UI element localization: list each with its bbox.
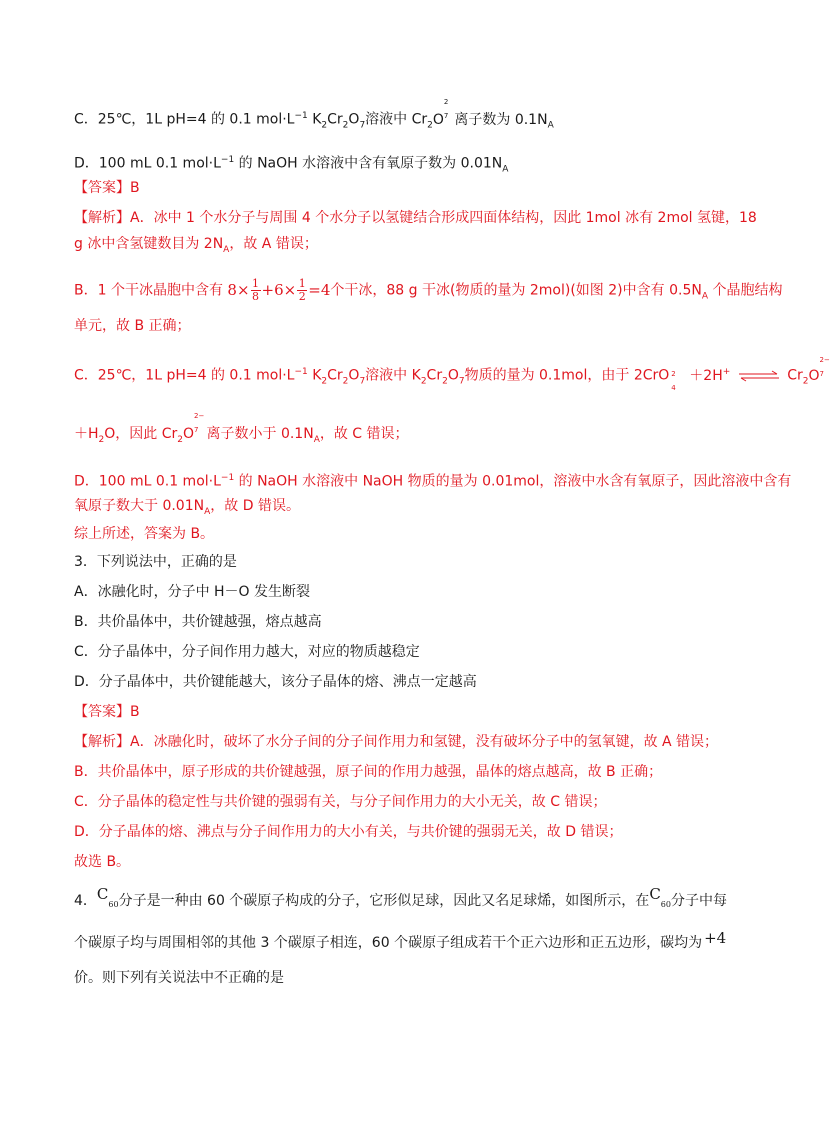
q2-option-c: C．25℃，1L pH=4 的 0.1 $mol\cdot L^{-1}$ $K_2Cr_2O_7$溶液中 $Cr_2O$ 2 7 离子数为 $0.1N_A$ [74, 97, 554, 131]
q2-exp-c-line2: $+H_2O$，因此 $Cr_2O$ 2− 7 离子数小于 $0.1N_A$，故 C 错误； [74, 412, 409, 445]
equilibrium-arrow-icon [739, 371, 779, 381]
q3-conclusion: 故选 B。 [74, 854, 131, 870]
q2-exp-d-line2: 氧原子数大于 $0.01N_A$，故 D 错误。 [74, 498, 300, 517]
q4-line3: 价。则下列有关说法中不正确的是 [74, 970, 284, 986]
q2-exp-a-line2: g 冰中含氢键数目为 $2N_A$，故 A 错误； [74, 236, 318, 255]
q2-exp-a-line1: 【解析】A．冰中 1 个水分子与周围 4 个水分子以氢键结合形成四面体结构，因此 1mol 冰有 2mol 氢键，18 [74, 210, 757, 226]
q3-answer: 【答案】B [74, 704, 140, 720]
q4-line2: 个碳原子均与周围相邻的其他 3 个碳原子相连，60 个碳原子组成若干个正六边形和正五边形，碳均为 +4 [74, 929, 727, 951]
q2-option-d: D．100 mL 0.1 $mol\cdot L^{-1}$ 的 NaOH 水溶液中含有氧原子数为 $0.01N_A$ [74, 155, 509, 175]
q2-exp-b-line2: 单元，故 B 正确； [74, 318, 191, 334]
q3-option-a: A．冰融化时，分子中 H－O 发生断裂 [74, 584, 311, 600]
q2-answer: 【答案】B [74, 180, 140, 196]
q3-exp-c: C．分子晶体的稳定性与共价键的强弱有关，与分子间作用力的大小无关，故 C 错误； [74, 794, 607, 810]
q4-line1: 4．$C_{60}$分子是一种由 60 个碳原子构成的分子，它形似足球，因此又名足球烯，如图所示，在$C_{60}$分子中每 [74, 885, 727, 909]
q3-option-b: B．共价晶体中，共价键越强，熔点越高 [74, 614, 322, 630]
formula: 8× $\frac{1}{8}$ +6× $\frac{1}{2}$ =4 [227, 277, 331, 303]
q2-exp-b-line1: B．1 个干冰晶胞中含有 8× $\frac{1}{8}$ +6× $\frac{1}{2}$ =4个干冰，88 g 干冰(物质的量为 2mol)(如图 2)中含有 $0.5N_A$ 个晶胞结构 [74, 277, 783, 303]
q3-stem: 3．下列说法中，正确的是 [74, 554, 237, 570]
q3-option-c: C．分子晶体中，分子间作用力越大，对应的物质越稳定 [74, 644, 420, 660]
q2-summary: 综上所述，答案为 B。 [74, 526, 215, 542]
q3-exp-b: B．共价晶体中，原子形成的共价键越强，原子间的作用力越强，晶体的熔点越高，故 B 正确； [74, 764, 663, 780]
q2-exp-d-line1: D．100 mL 0.1 $mol\cdot L^{-1}$ 的 NaOH 水溶液中 NaOH 物质的量为 0.01mol，溶液中水含有氧原子，因此溶液中含有 [74, 473, 792, 490]
q3-exp-d: D．分子晶体的熔、沸点与分子间作用力的大小有关，与共价键的强弱无关，故 D 错误； [74, 824, 623, 840]
q3-exp-a: 【解析】A．冰融化时，破坏了水分子间的分子间作用力和氢键，没有破坏分子中的氢氧键，故 A 错误； [74, 734, 719, 750]
q3-option-d: D．分子晶体中，共价键能越大，该分子晶体的熔、沸点一定越高 [74, 674, 477, 690]
q2-exp-c-line1: C．25℃，1L pH=4 的 0.1 $mol\cdot L^{-1}$ $K_2Cr_2O_7$溶液中 $K_2Cr_2O_7$物质的量为 0.1mol，由于 2CrO 2 4 ＋2H+ $Cr_2O$ 2− 7 [74, 355, 830, 392]
